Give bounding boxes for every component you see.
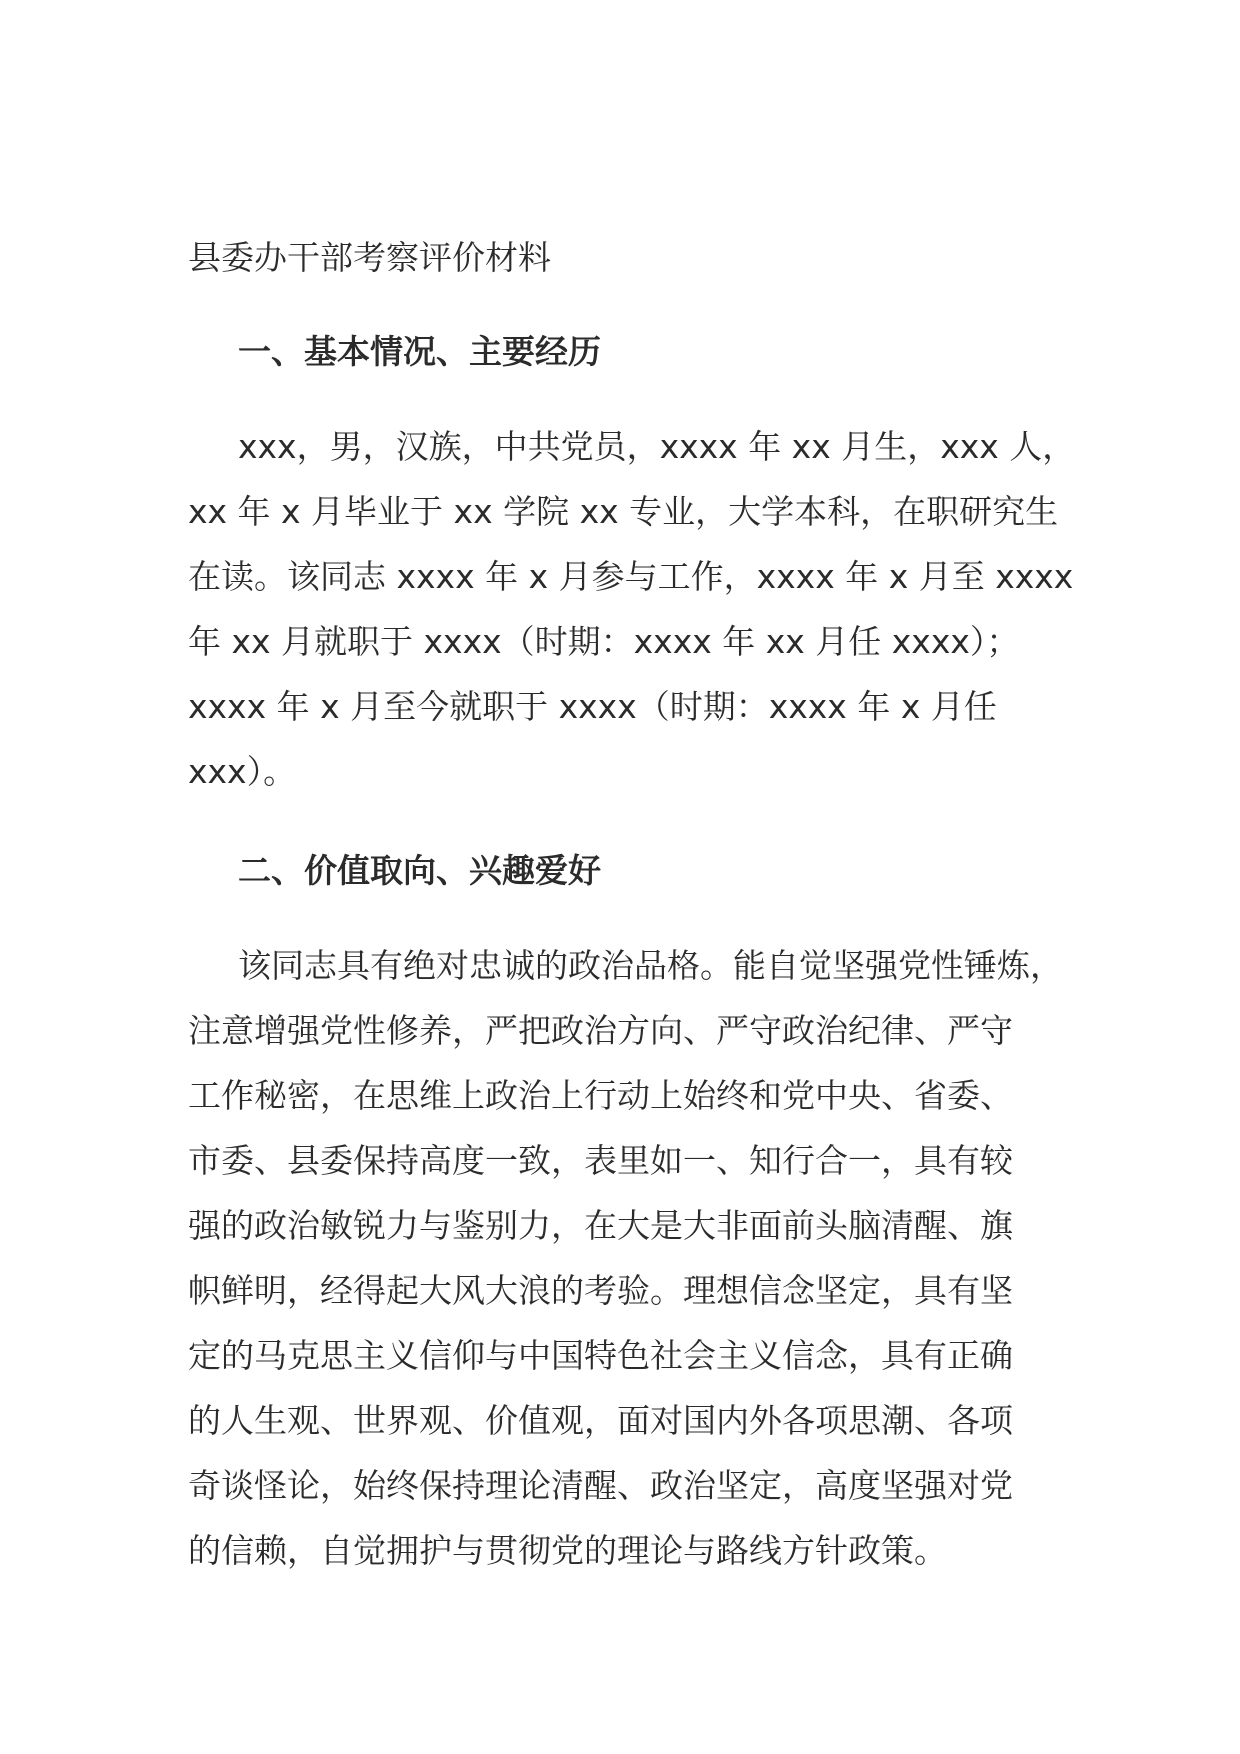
section-heading-values-interests: 二、价值取向、兴趣爱好 bbox=[238, 851, 601, 890]
paragraph-line: 在读。该同志 xxxx 年 x 月参与工作，xxxx 年 x 月至 xxxx bbox=[188, 557, 1074, 596]
section-body-values-interests bbox=[188, 933, 1068, 1583]
paragraph-line: 年 xx 月就职于 xxxx（时期：xxxx 年 xx 月任 xxxx）； bbox=[188, 622, 1020, 661]
paragraph-line: 市委、县委保持高度一致，表里如一、知行合一，具有较 bbox=[188, 1141, 1013, 1180]
paragraph-line: 奇谈怪论，始终保持理论清醒、政治坚定，高度坚强对党 bbox=[188, 1466, 1013, 1505]
paragraph-line: xxx）。 bbox=[188, 752, 297, 791]
paragraph-line: xxxx 年 x 月至今就职于 xxxx（时期：xxxx 年 x 月任 bbox=[188, 687, 997, 726]
paragraph-line: 工作秘密，在思维上政治上行动上始终和党中央、省委、 bbox=[188, 1076, 1013, 1115]
section-heading-basic-info: 一、基本情况、主要经历 bbox=[238, 332, 601, 371]
paragraph-line: 该同志具有绝对忠诚的政治品格。能自觉坚强党性锤炼， bbox=[238, 946, 1063, 985]
paragraph-line: xx 年 x 月毕业于 xx 学院 xx 专业，大学本科，在职研究生 bbox=[188, 492, 1059, 531]
section-body-basic-info bbox=[188, 414, 1076, 804]
paragraph-line: xxx，男，汉族，中共党员，xxxx 年 xx 月生，xxx 人， bbox=[238, 427, 1076, 466]
paragraph-line: 帜鲜明，经得起大风大浪的考验。理想信念坚定，具有坚 bbox=[188, 1271, 1013, 1310]
paragraph-line: 强的政治敏锐力与鉴别力，在大是大非面前头脑清醒、旗 bbox=[188, 1206, 1013, 1245]
paragraph-line: 的信赖，自觉拥护与贯彻党的理论与路线方针政策。 bbox=[188, 1531, 947, 1570]
document-title: 县委办干部考察评价材料 bbox=[188, 238, 551, 277]
paragraph-line: 定的马克思主义信仰与中国特色社会主义信念，具有正确 bbox=[188, 1336, 1013, 1375]
paragraph-line: 注意增强党性修养，严把政治方向、严守政治纪律、严守 bbox=[188, 1011, 1013, 1050]
paragraph-line: 的人生观、世界观、价值观，面对国内外各项思潮、各项 bbox=[188, 1401, 1013, 1440]
